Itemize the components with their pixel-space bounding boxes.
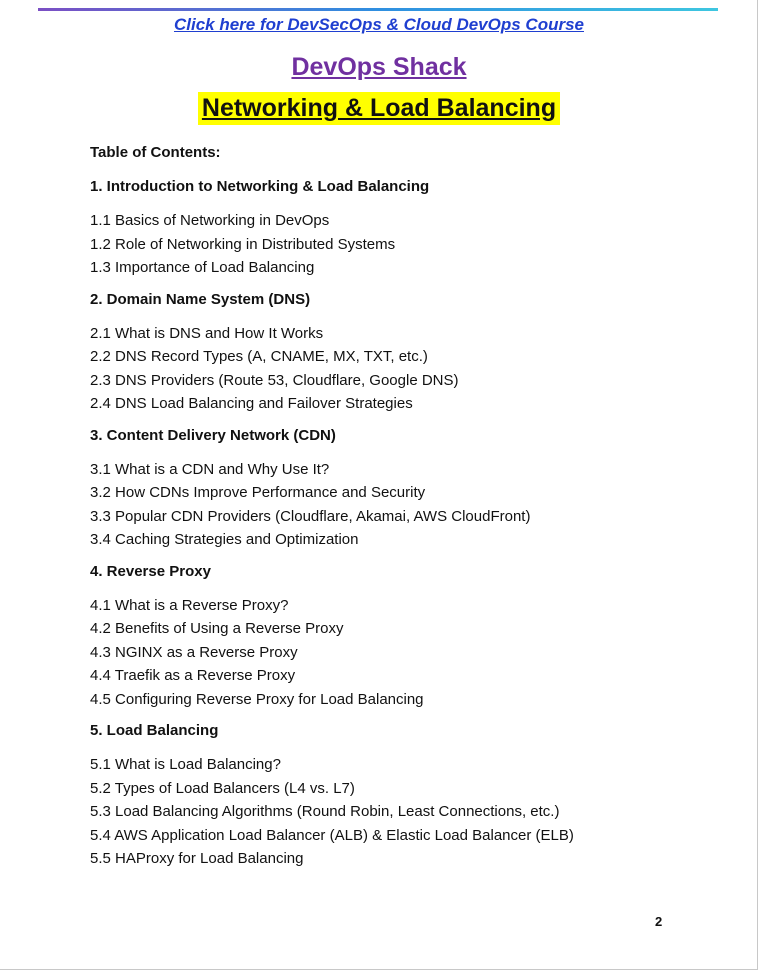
toc-item: 2.3 DNS Providers (Route 53, Cloudflare, Google DNS) [90, 371, 459, 389]
toc-item: 3.3 Popular CDN Providers (Cloudflare, Akamai, AWS CloudFront) [90, 507, 531, 525]
toc-section-5 [90, 721, 710, 873]
toc-section-3 [90, 426, 710, 554]
toc-item: 2.2 DNS Record Types (A, CNAME, MX, TXT, etc.) [90, 348, 428, 365]
toc-heading: Table of Contents: [90, 144, 221, 161]
toc-item: 5.5 HAProxy for Load Balancing [90, 850, 304, 867]
toc-section-1 [90, 177, 710, 282]
page-title-wrap [0, 92, 758, 125]
top-divider [38, 8, 718, 11]
toc-item: 2.4 DNS Load Balancing and Failover Strategies [90, 395, 413, 412]
section-title: 1. Introduction to Networking & Load Balancing [90, 178, 430, 195]
toc-item: 4.1 What is a Reverse Proxy? [90, 596, 289, 614]
toc-item: 2.1 What is DNS and How It Works [90, 324, 324, 342]
toc-item: 4.3 NGINX as a Reverse Proxy [90, 643, 298, 661]
toc-item: 5.2 Types of Load Balancers (L4 vs. L7) [90, 779, 355, 797]
section-title: 5. Load Balancing [90, 722, 219, 739]
toc-item: 5.1 What is Load Balancing? [90, 756, 281, 773]
toc-section-4 [90, 562, 710, 714]
toc-section-2 [90, 290, 710, 418]
toc-item: 1.1 Basics of Networking in DevOps [90, 212, 330, 229]
toc-item: 3.4 Caching Strategies and Optimization [90, 531, 359, 548]
toc-item: 4.5 Configuring Reverse Proxy for Load Balancing [90, 690, 424, 708]
toc-item: 3.2 How CDNs Improve Performance and Security [90, 484, 426, 501]
table-of-contents [90, 143, 710, 881]
toc-item: 4.2 Benefits of Using a Reverse Proxy [90, 620, 344, 637]
page-number: 2 [655, 914, 663, 929]
section-title: 4. Reverse Proxy [90, 562, 211, 580]
toc-item: 1.3 Importance of Load Balancing [90, 259, 315, 276]
course-link[interactable]: Click here for DevSecOps & Cloud DevOps Course [173, 15, 584, 34]
section-title: 2. Domain Name System (DNS) [90, 290, 311, 308]
toc-item: 1.2 Role of Networking in Distributed Systems [90, 235, 396, 253]
toc-item: 4.4 Traefik as a Reverse Proxy [90, 667, 296, 684]
toc-item: 3.1 What is a CDN and Why Use It? [90, 460, 330, 478]
brand-title: DevOps Shack [291, 53, 467, 81]
toc-item: 5.3 Load Balancing Algorithms (Round Robin, Least Connections, etc.) [90, 803, 560, 820]
toc-item: 5.4 AWS Application Load Balancer (ALB) & Elastic Load Balancer (ELB) [90, 826, 574, 844]
page-title: Networking & Load Balancing [198, 92, 560, 125]
section-title: 3. Content Delivery Network (CDN) [90, 426, 336, 444]
